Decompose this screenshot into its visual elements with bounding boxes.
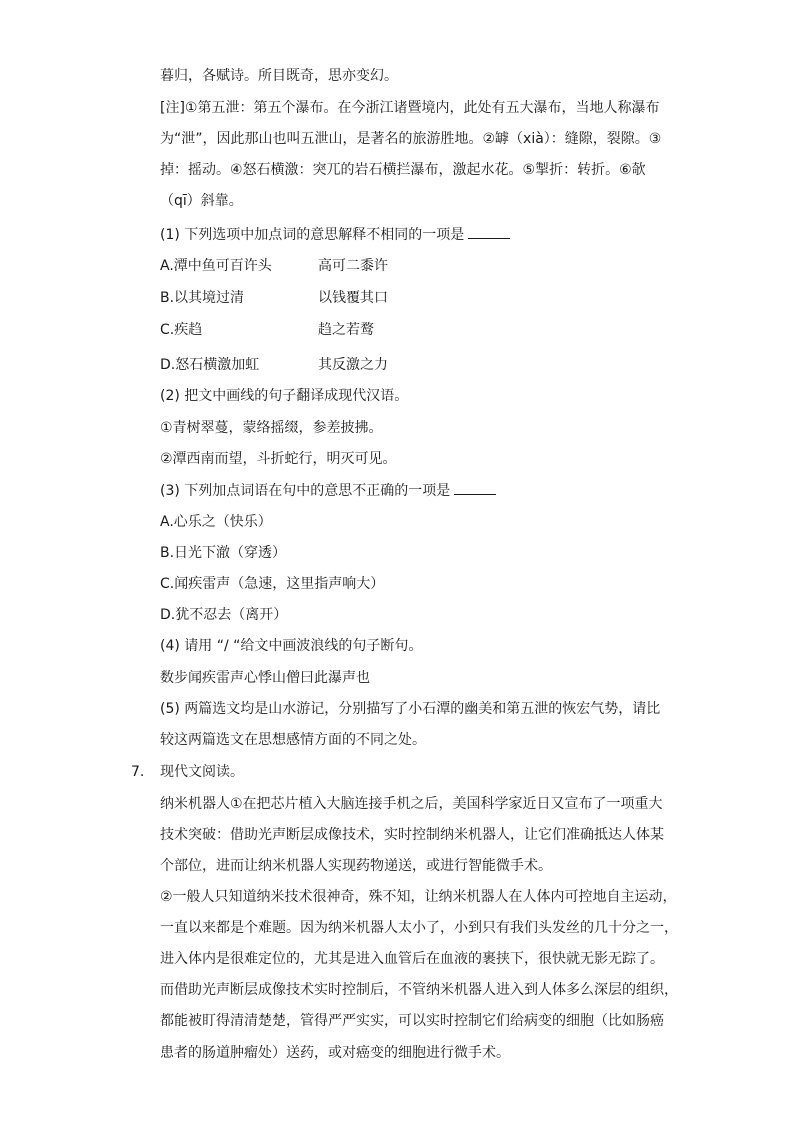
option-c: C.闻疾雷声（急速，这里指声响大）	[160, 576, 385, 592]
question-5-cont: 较这两篇选文在思想感情方面的不同之处。	[160, 732, 426, 748]
section-title: 现代文阅读。	[160, 764, 244, 780]
option-a: A.心乐之（快乐）	[160, 514, 272, 530]
option-a-left: A.潭中鱼可百许头	[160, 258, 272, 274]
paragraph-line: 个部位，进而让纳米机器人实现药物递送，或进行智能微手术。	[160, 858, 552, 874]
option-d: D.犹不忍去（离开）	[160, 607, 288, 623]
option-b-right: 以钱覆其口	[318, 290, 388, 306]
paragraph-line: 技术突破：借助光声断层成像技术，实时控制纳米机器人，让它们准确抵达人体某	[160, 827, 664, 843]
question-1	[160, 226, 510, 243]
annotation-line: [注]①第五泄：第五个瀑布。在今浙江诸暨境内，此处有五大瀑布，当地人称瀑布	[160, 100, 660, 116]
paragraph-line: 患者的肠道肿瘤处）送药，或对癌变的细胞进行微手术。	[160, 1045, 510, 1061]
annotation-line: 掉：摇动。④怒石横激：突兀的岩石横拦瀑布，激起水花。⑤掣折：转折。⑥欹	[160, 162, 646, 178]
paragraph-line: 而借助光声断层成像技术实时控制后，不管纳米机器人进入到人体多么深层的组织，	[160, 982, 678, 998]
option-b: B.日光下澈（穿透）	[160, 545, 287, 561]
question-5: (5) 两篇选文均是山水游记，分别描写了小石潭的幽美和第五泄的恢宏气势，请比	[160, 701, 661, 717]
option-b-left: B.以其境过清	[160, 290, 245, 306]
paragraph-line: 进入体内是很难定位的，尤其是进入血管后在血液的裹挟下，很快就无影无踪了。	[160, 951, 664, 967]
question-4: (4) 请用 “/ “给文中画波浪线的句子断句。	[160, 638, 423, 654]
question-2-item: ①青树翠蔓，蒙络摇缀，参差披拂。	[160, 420, 383, 436]
annotation-line: （qī）斜靠。	[160, 193, 243, 209]
paragraph-line: 都能被盯得清清楚楚，管得严严实实，可以实时控制它们给病变的细胞（比如肠癌	[160, 1013, 664, 1029]
question-4-text: 数步闻疾雷声心悸山僧曰此瀑声也	[160, 670, 370, 686]
option-c-left: C.疾趋	[160, 322, 203, 338]
annotation-line: 为“泄”，因此那山也叫五泄山，是著名的旅游胜地。②罅（xià）：缝隙，裂隙。③	[160, 131, 662, 147]
question-number: 7.	[131, 764, 145, 780]
option-c-right: 趋之若鹜	[318, 322, 374, 338]
text-line: 暮归，各赋诗。所目既奇，思亦变幻。	[160, 68, 398, 84]
option-a-right: 高可二黍许	[318, 258, 388, 274]
question-2-item: ②潭西南而望，斗折蛇行，明灭可见。	[160, 451, 397, 467]
answer-blank[interactable]	[454, 482, 496, 495]
question-3	[160, 482, 496, 499]
paragraph-line: ②一般人只知道纳米技术很神奇，殊不知，让纳米机器人在人体内可控地自主运动，	[160, 889, 677, 905]
option-d-left: D.怒石横激加虹	[160, 357, 260, 373]
answer-blank[interactable]	[468, 226, 510, 239]
question-3-text: (3) 下列加点词语在句中的意思不正确的一项是	[160, 483, 451, 499]
paragraph-line: 一直以来都是个难题。因为纳米机器人太小了，小到只有我们头发丝的几十分之一，	[160, 920, 678, 936]
option-d-right: 其反激之力	[318, 357, 388, 373]
paragraph-line: 纳米机器人①在把芯片植入大脑连接手机之后，美国科学家近日又宣布了一项重大	[160, 796, 663, 812]
question-2: (2) 把文中画线的句子翻译成现代汉语。	[160, 388, 409, 404]
question-1-text: (1) 下列选项中加点词的意思解释不相同的一项是	[160, 227, 465, 243]
